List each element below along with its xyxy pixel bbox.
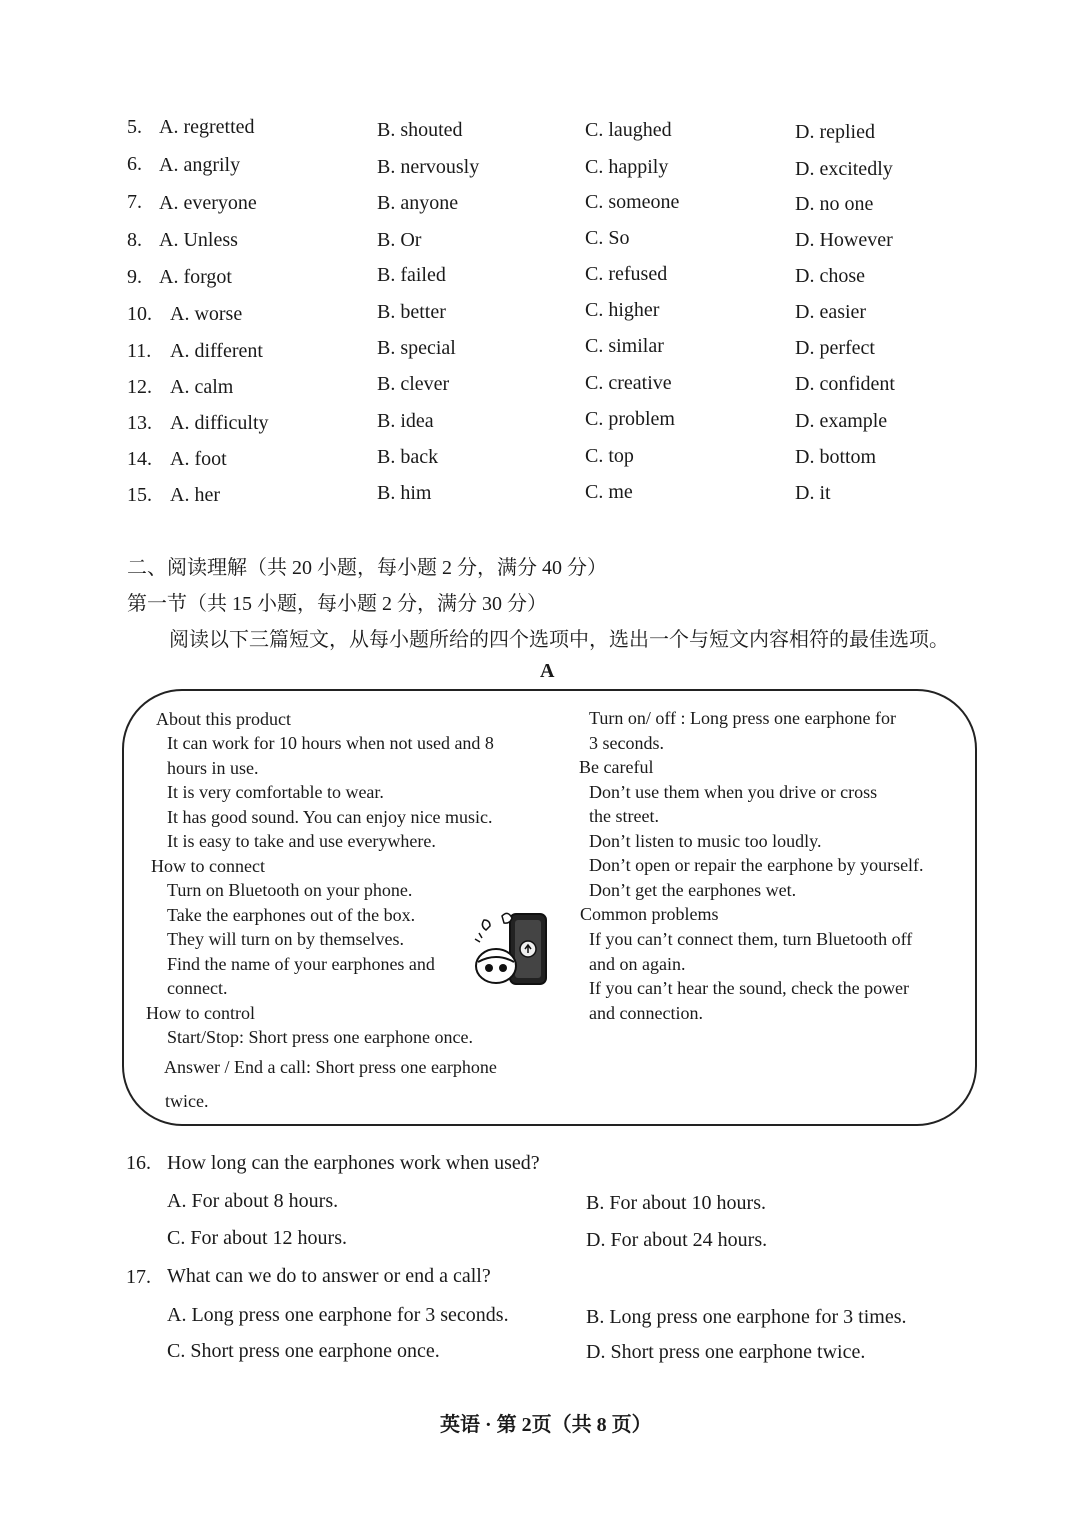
problems-line: If you can’t connect them, turn Bluetooth off [589, 929, 913, 949]
option-a: A. different [170, 340, 263, 362]
option-d: D. no one [795, 193, 874, 215]
option-d: D. confident [795, 373, 895, 395]
connect-heading: How to connect [151, 856, 265, 876]
option-d: D. bottom [795, 446, 877, 468]
passage-label: A [540, 660, 555, 682]
careful-line: Don’t listen to music too loudly. [589, 831, 822, 851]
question-number: 12. [127, 376, 152, 398]
option-a: A. foot [170, 448, 227, 470]
question-number: 11. [127, 340, 152, 362]
option-a: A. difficulty [170, 412, 269, 434]
option-a: A. calm [170, 376, 234, 398]
connect-line: Turn on Bluetooth on your phone. [167, 880, 413, 900]
section-instruction: 阅读以下三篇短文，从每小题所给的四个选项中，选出一个与短文内容相符的最佳选项。 [169, 629, 949, 651]
about-heading: About this product [156, 709, 291, 729]
option-d: D. excitedly [795, 158, 893, 180]
option-b: B. nervously [377, 156, 480, 178]
option-b: B. failed [377, 264, 446, 286]
page-footer: 英语 · 第 2页（共 8 页） [440, 1414, 652, 1436]
connect-line: They will turn on by themselves. [167, 929, 404, 949]
question-number: 17. [126, 1266, 151, 1288]
problems-heading: Common problems [580, 904, 719, 924]
option-d: D. example [795, 410, 888, 432]
option-c: C. Short press one earphone once. [167, 1340, 440, 1362]
control-line: twice. [165, 1091, 209, 1111]
option-a: A. For about 8 hours. [167, 1190, 339, 1212]
question-number: 14. [127, 448, 152, 470]
question-number: 16. [126, 1152, 151, 1174]
careful-line: Don’t get the earphones wet. [589, 880, 797, 900]
option-c: C. someone [585, 191, 680, 213]
question-stem: What can we do to answer or end a call? [167, 1265, 491, 1287]
option-b: B. special [377, 337, 456, 359]
question-number: 15. [127, 484, 152, 506]
about-line: It can work for 10 hours when not used and 8 [167, 733, 494, 753]
option-b: B. anyone [377, 192, 459, 214]
connect-line: connect. [167, 978, 228, 998]
option-a: A. regretted [159, 116, 255, 138]
control-line: Answer / End a call: Short press one earphone [164, 1057, 497, 1077]
option-b: B. back [377, 446, 439, 468]
option-d: D. easier [795, 301, 867, 323]
option-c: C. refused [585, 263, 668, 285]
option-a: A. worse [170, 303, 243, 325]
option-b: B. For about 10 hours. [586, 1192, 766, 1214]
option-d: D. Short press one earphone twice. [586, 1341, 866, 1363]
option-a: A. everyone [159, 192, 257, 214]
option-a: A. forgot [159, 266, 232, 288]
option-d: D. For about 24 hours. [586, 1229, 768, 1251]
option-d: D. chose [795, 265, 865, 287]
option-c: C. similar [585, 335, 664, 357]
option-d: D. replied [795, 121, 875, 143]
problems-line: and connection. [589, 1003, 703, 1023]
question-stem: How long can the earphones work when used? [167, 1152, 540, 1174]
option-d: D. perfect [795, 337, 875, 359]
option-c: C. For about 12 hours. [167, 1227, 347, 1249]
question-number: 9. [127, 266, 142, 288]
option-c: C. top [585, 445, 634, 467]
option-b: B. him [377, 482, 432, 504]
option-b: B. Or [377, 229, 422, 251]
question-number: 13. [127, 412, 152, 434]
option-c: C. happily [585, 156, 669, 178]
option-d: D. it [795, 482, 831, 504]
option-d: D. However [795, 229, 893, 251]
careful-line: Don’t open or repair the earphone by yourself. [589, 855, 924, 875]
option-c: C. higher [585, 299, 660, 321]
connect-line: Find the name of your earphones and [167, 954, 435, 974]
option-c: C. laughed [585, 119, 672, 141]
section-title: 二、阅读理解（共 20 小题，每小题 2 分，满分 40 分） [127, 557, 607, 579]
earphones-phone-illustration [472, 906, 554, 992]
turn-line: 3 seconds. [589, 733, 664, 753]
option-a: A. Long press one earphone for 3 seconds. [167, 1304, 509, 1326]
problems-line: and on again. [589, 954, 686, 974]
question-number: 7. [127, 191, 142, 213]
control-heading: How to control [146, 1003, 255, 1023]
control-line: Start/Stop: Short press one earphone once. [167, 1027, 473, 1047]
option-a: A. angrily [159, 154, 241, 176]
question-number: 5. [127, 116, 142, 138]
option-b: B. shouted [377, 119, 463, 141]
option-b: B. better [377, 301, 446, 323]
question-number: 10. [127, 303, 152, 325]
connect-line: Take the earphones out of the box. [167, 905, 416, 925]
option-c: C. me [585, 481, 633, 503]
option-c: C. So [585, 227, 630, 249]
turn-line: Turn on/ off : Long press one earphone for [589, 708, 896, 728]
option-c: C. creative [585, 372, 672, 394]
option-a: A. Unless [159, 229, 238, 251]
option-b: B. Long press one earphone for 3 times. [586, 1306, 907, 1328]
option-a: A. her [170, 484, 220, 506]
option-b: B. idea [377, 410, 434, 432]
about-line: It is easy to take and use everywhere. [167, 831, 436, 851]
careful-line: the street. [589, 806, 659, 826]
section-subtitle: 第一节（共 15 小题，每小题 2 分，满分 30 分） [127, 593, 547, 615]
question-number: 8. [127, 229, 142, 251]
question-number: 6. [127, 153, 142, 175]
problems-line: If you can’t hear the sound, check the power [589, 978, 910, 998]
about-line: It is very comfortable to wear. [167, 782, 384, 802]
option-b: B. clever [377, 373, 450, 395]
careful-line: Don’t use them when you drive or cross [589, 782, 878, 802]
careful-heading: Be careful [579, 757, 654, 777]
about-line: hours in use. [167, 758, 259, 778]
about-line: It has good sound. You can enjoy nice music. [167, 807, 493, 827]
option-c: C. problem [585, 408, 675, 430]
